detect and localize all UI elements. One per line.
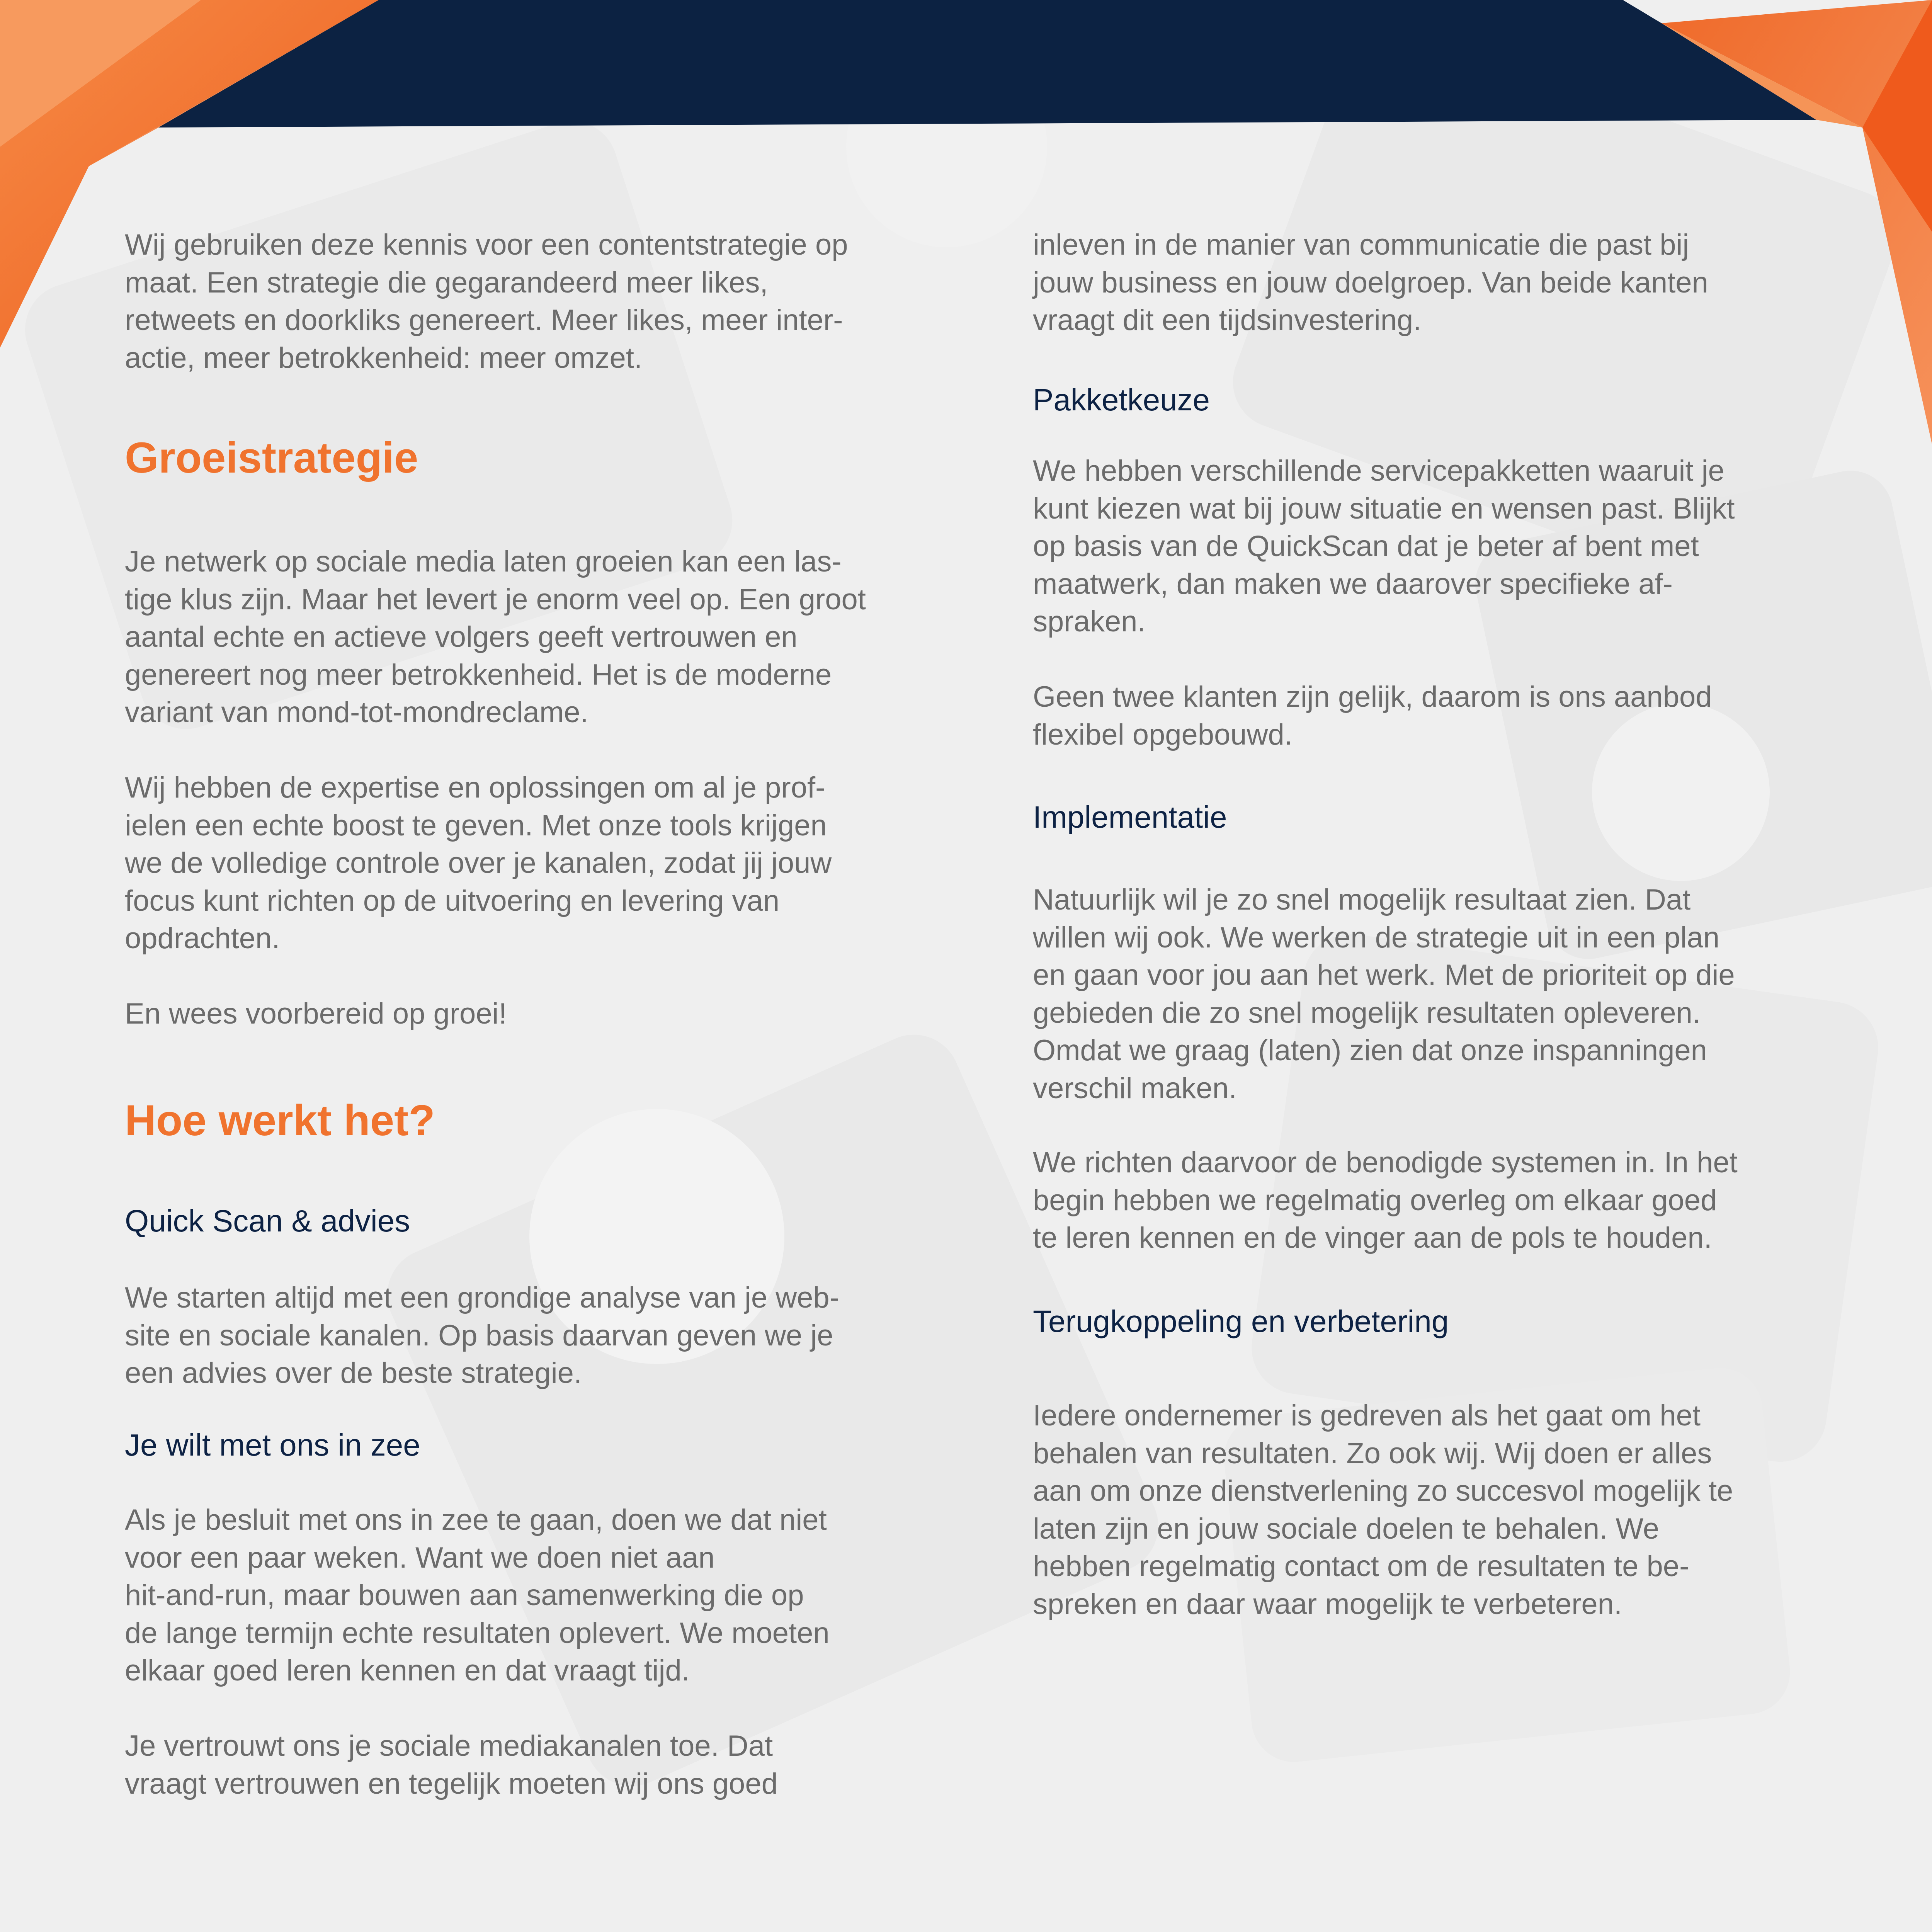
subheading-implementatie: Implementatie — [1033, 800, 1227, 834]
heading-hoe-werkt-het: Hoe werkt het? — [125, 1096, 435, 1145]
implementatie-paragraph-2: We richten daarvoor de benodigde systemen in. In het begin hebben we regelmatig overleg om elkaar goed te leren kennen en de vinger aan de pols te houden. — [1033, 1146, 1738, 1254]
in-zee-paragraph-2: Je vertrouwt ons je sociale mediakanalen toe. Dat vraagt vertrouwen en tegelijk moeten wij ons goed — [125, 1730, 778, 1800]
groei-paragraph-1: Je netwerk op sociale media laten groeien kan een las- tige klus zijn. Maar het levert je enorm veel op. Een groot aantal echte en actieve volgers geeft vertrouwen en genereert nog meer betrokkenheid. Het is de moderne variant van mond-tot-mondreclame. — [125, 545, 866, 729]
implementatie-paragraph-1: Natuurlijk wil je zo snel mogelijk resultaat zien. Dat willen wij ook. We werken de strategie uit in een plan en gaan voor jou aan het werk. Met de prioriteit op die gebieden die zo snel mogelijk resultaten opleveren. Omdat we graag (laten) zien dat onze inspanningen verschil maken. — [1033, 883, 1735, 1105]
groei-paragraph-2: Wij hebben de expertise en oplossingen om al je prof- ielen een echte boost te geven. Met onze tools krijgen we de volledige controle over je kanalen, zodat jij jouw focus kunt richten op de uitvoering en levering van opdrachten. — [125, 771, 832, 955]
terugkoppeling-paragraph: Iedere ondernemer is gedreven als het gaat om het behalen van resultaten. Zo ook wij. Wij doen er alles aan om onze dienstverlening zo succesvol mogelijk te laten zijn en jouw sociale doelen te behalen. We hebben regelmatig contact om de resultaten te be- spreken en daar waar mogelijk te verbeteren. — [1033, 1399, 1733, 1621]
groei-paragraph-3: En wees voorbereid op groei! — [125, 997, 507, 1030]
pakket-paragraph-2: Geen twee klanten zijn gelijk, daarom is ons aanbod flexibel opgebouwd. — [1033, 680, 1712, 751]
pakket-paragraph-1: We hebben verschillende servicepakketten waaruit je kunt kiezen wat bij jouw situatie en wensen past. Blijkt op basis van de QuickScan dat je beter af bent met maatwerk, dan maken we daarover specifieke af- spraken. — [1033, 454, 1735, 638]
in-zee-paragraph-1: Als je besluit met ons in zee te gaan, doen we dat niet voor een paar weken. Want we doen niet aan hit-and-run, maar bouwen aan samenwerking die op de lange termijn echte resultaten oplevert. We moeten elkaar goed leren kennen en dat vraagt tijd. — [125, 1503, 830, 1687]
intro-paragraph: Wij gebruiken deze kennis voor een contentstrategie op maat. Een strategie die gegarandeerd meer likes, retweets en doorkliks genereert. Meer likes, meer inter- actie, meer betrokkenheid: meer omzet. — [125, 228, 848, 374]
subheading-in-zee: Je wilt met ons in zee — [125, 1428, 420, 1462]
subheading-pakketkeuze: Pakketkeuze — [1033, 383, 1210, 417]
quick-scan-paragraph: We starten altijd met een grondige analyse van je web- site en sociale kanalen. Op basis daarvan geven we je een advies over de beste strategie. — [125, 1281, 839, 1389]
subheading-quick-scan: Quick Scan & advies — [125, 1204, 410, 1238]
top-navy-banner — [155, 0, 1816, 128]
subheading-terugkoppeling: Terugkoppeling en verbetering — [1033, 1304, 1449, 1338]
heading-groeistrategie: Groeistrategie — [125, 434, 418, 482]
continued-paragraph: inleven in de manier van communicatie die past bij jouw business en jouw doelgroep. Van beide kanten vraagt dit een tijdsinvestering. — [1033, 228, 1708, 337]
